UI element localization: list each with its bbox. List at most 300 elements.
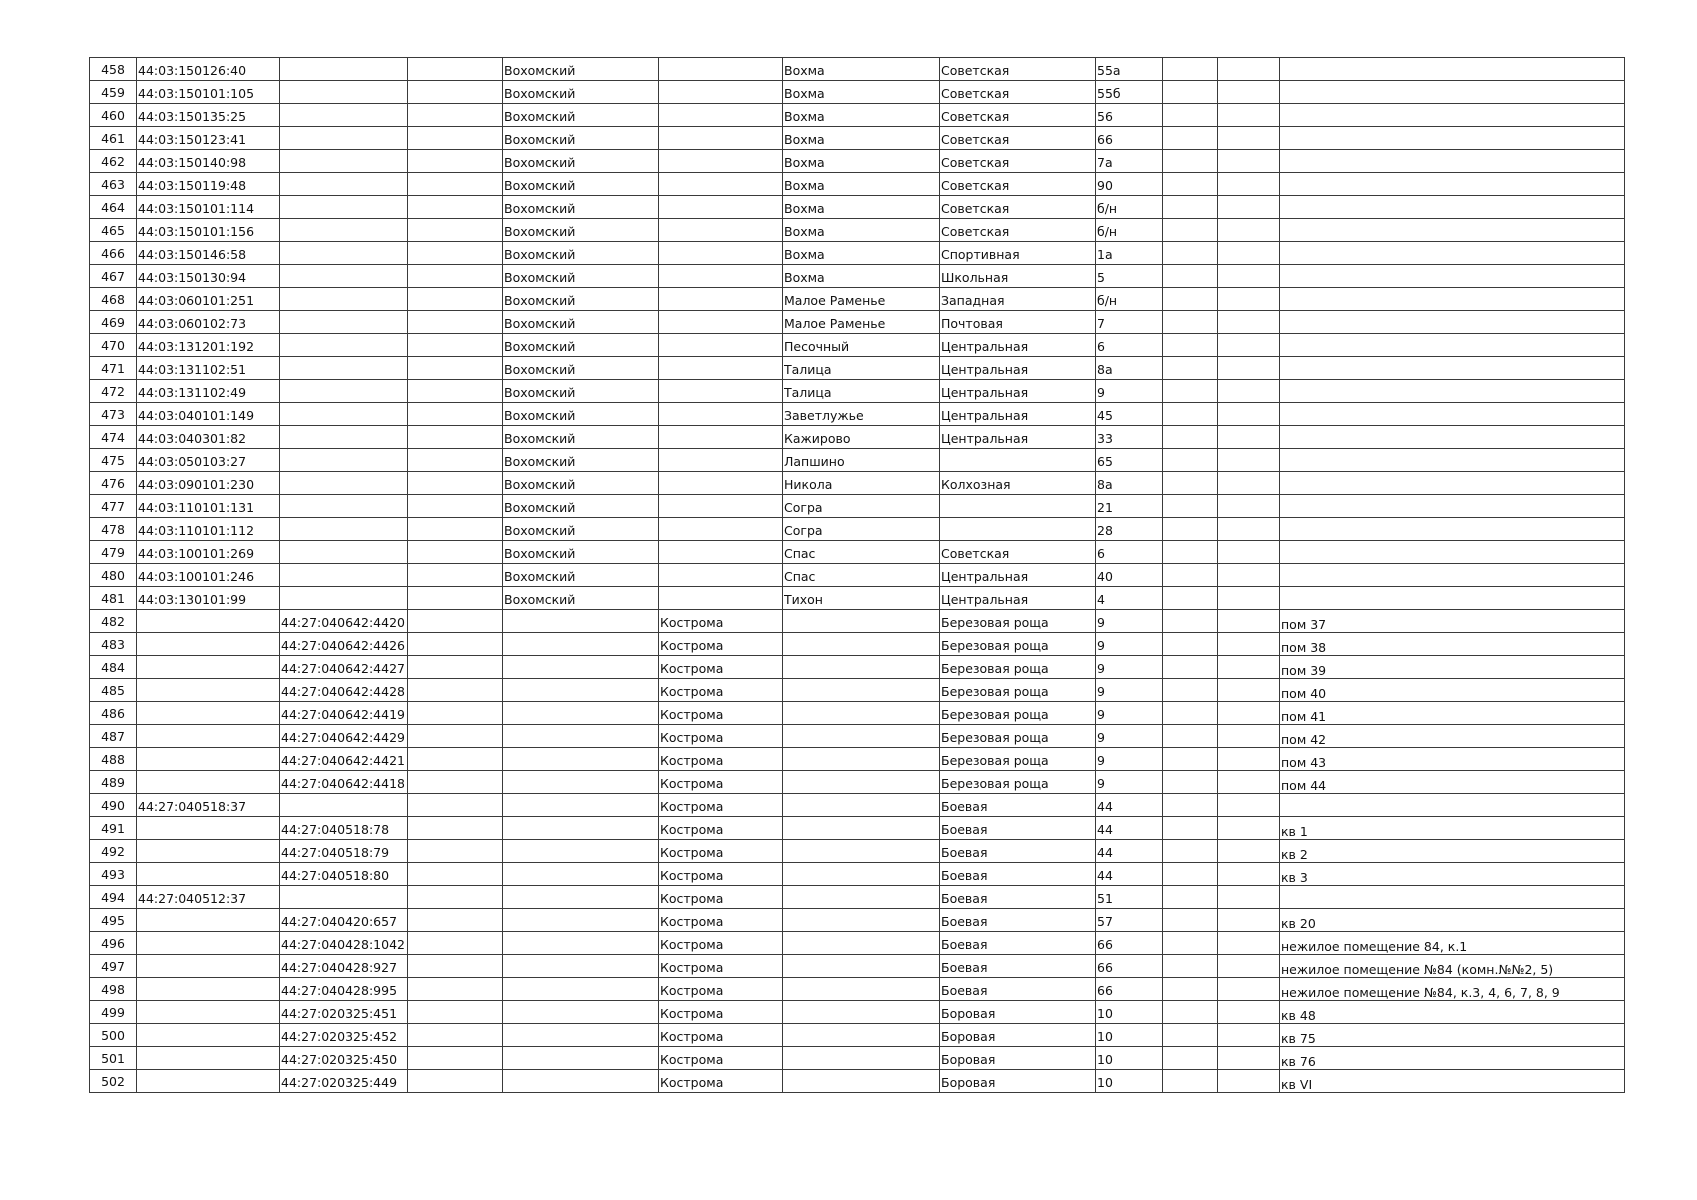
cell-cadastral-number-premises: 44:27:040518:80 xyxy=(280,863,408,886)
cell-cadastral-number-building: 44:03:131102:49 xyxy=(137,380,280,403)
cell-note xyxy=(1280,265,1625,288)
table-row xyxy=(90,219,1625,242)
cell-city xyxy=(659,219,783,242)
cell-row-number: 491 xyxy=(90,817,137,840)
cell-district xyxy=(503,909,659,932)
cell-settlement xyxy=(783,794,940,817)
cell-district xyxy=(503,886,659,909)
cell-cadastral-number-building: 44:03:150126:40 xyxy=(137,58,280,81)
table-row xyxy=(90,1024,1625,1047)
cell-district: Вохомский xyxy=(503,334,659,357)
cell-house-number: 44 xyxy=(1096,817,1163,840)
cell-col-empty xyxy=(408,357,503,380)
cell-note: кв VI xyxy=(1280,1070,1625,1093)
cell-row-number: 485 xyxy=(90,679,137,702)
cell-col-blank-2 xyxy=(1218,702,1280,725)
cell-street: Боевая xyxy=(940,863,1096,886)
cell-house-number: 45 xyxy=(1096,403,1163,426)
cell-row-number: 476 xyxy=(90,472,137,495)
cell-note xyxy=(1280,196,1625,219)
cell-street: Березовая роща xyxy=(940,771,1096,794)
cell-note: кв 1 xyxy=(1280,817,1625,840)
table-row xyxy=(90,334,1625,357)
cell-note xyxy=(1280,472,1625,495)
cell-col-empty xyxy=(408,771,503,794)
cell-note: нежилое помещение №84, к.3, 4, 6, 7, 8, 9 xyxy=(1280,978,1625,1001)
cell-note: нежилое помещение №84 (комн.№№2, 5) xyxy=(1280,955,1625,978)
cell-note xyxy=(1280,886,1625,909)
cell-col-blank-2 xyxy=(1218,679,1280,702)
cell-cadastral-number-building xyxy=(137,702,280,725)
cell-col-blank-1 xyxy=(1163,725,1218,748)
cell-cadastral-number-building: 44:03:050103:27 xyxy=(137,449,280,472)
cell-col-blank-2 xyxy=(1218,58,1280,81)
cell-col-blank-2 xyxy=(1218,564,1280,587)
cell-row-number: 475 xyxy=(90,449,137,472)
cell-settlement xyxy=(783,679,940,702)
table-row xyxy=(90,495,1625,518)
cell-cadastral-number-premises xyxy=(280,311,408,334)
cell-cadastral-number-premises xyxy=(280,794,408,817)
cell-street: Боевая xyxy=(940,794,1096,817)
cell-col-blank-1 xyxy=(1163,909,1218,932)
cell-row-number: 461 xyxy=(90,127,137,150)
cell-col-blank-2 xyxy=(1218,610,1280,633)
cell-col-blank-1 xyxy=(1163,978,1218,1001)
cell-settlement xyxy=(783,817,940,840)
cell-street: Боевая xyxy=(940,817,1096,840)
cell-col-blank-2 xyxy=(1218,403,1280,426)
cell-cadastral-number-premises xyxy=(280,58,408,81)
cell-note xyxy=(1280,288,1625,311)
cell-house-number: 9 xyxy=(1096,656,1163,679)
table-row xyxy=(90,633,1625,656)
cell-col-blank-2 xyxy=(1218,380,1280,403)
cell-col-empty xyxy=(408,863,503,886)
cell-street: Советская xyxy=(940,219,1096,242)
cell-settlement: Согра xyxy=(783,495,940,518)
cell-cadastral-number-premises: 44:27:020325:451 xyxy=(280,1001,408,1024)
table-row xyxy=(90,610,1625,633)
cell-cadastral-number-building: 44:03:130101:99 xyxy=(137,587,280,610)
cell-house-number: 6 xyxy=(1096,334,1163,357)
cell-col-blank-2 xyxy=(1218,1001,1280,1024)
cell-col-blank-1 xyxy=(1163,380,1218,403)
cell-district: Вохомский xyxy=(503,518,659,541)
cell-col-blank-1 xyxy=(1163,817,1218,840)
cell-district: Вохомский xyxy=(503,196,659,219)
cell-cadastral-number-building xyxy=(137,656,280,679)
cell-district: Вохомский xyxy=(503,173,659,196)
cell-row-number: 471 xyxy=(90,357,137,380)
cell-city xyxy=(659,587,783,610)
table-row xyxy=(90,679,1625,702)
cell-col-blank-2 xyxy=(1218,725,1280,748)
cell-col-blank-1 xyxy=(1163,104,1218,127)
cell-col-empty xyxy=(408,702,503,725)
cell-house-number: 66 xyxy=(1096,955,1163,978)
cell-col-empty xyxy=(408,518,503,541)
cell-settlement: Согра xyxy=(783,518,940,541)
cell-street: Боевая xyxy=(940,932,1096,955)
cell-district xyxy=(503,978,659,1001)
cell-district: Вохомский xyxy=(503,311,659,334)
cell-row-number: 502 xyxy=(90,1070,137,1093)
cell-street: Советская xyxy=(940,58,1096,81)
cell-col-empty xyxy=(408,656,503,679)
table-row xyxy=(90,472,1625,495)
cell-cadastral-number-premises: 44:27:040420:657 xyxy=(280,909,408,932)
cell-row-number: 473 xyxy=(90,403,137,426)
cell-note: пом 40 xyxy=(1280,679,1625,702)
cell-house-number: 7а xyxy=(1096,150,1163,173)
cell-house-number: 44 xyxy=(1096,840,1163,863)
cell-district: Вохомский xyxy=(503,104,659,127)
cell-city: Кострома xyxy=(659,909,783,932)
cell-house-number: 66 xyxy=(1096,932,1163,955)
cell-cadastral-number-building: 44:03:100101:269 xyxy=(137,541,280,564)
cell-col-empty xyxy=(408,1070,503,1093)
cell-col-blank-1 xyxy=(1163,702,1218,725)
cell-col-empty xyxy=(408,104,503,127)
cell-row-number: 458 xyxy=(90,58,137,81)
cell-street: Центральная xyxy=(940,426,1096,449)
cell-row-number: 479 xyxy=(90,541,137,564)
cell-col-blank-2 xyxy=(1218,932,1280,955)
cell-row-number: 468 xyxy=(90,288,137,311)
cell-col-blank-1 xyxy=(1163,81,1218,104)
cell-col-blank-2 xyxy=(1218,794,1280,817)
cell-col-blank-2 xyxy=(1218,150,1280,173)
cell-note xyxy=(1280,518,1625,541)
cell-district: Вохомский xyxy=(503,81,659,104)
cell-district: Вохомский xyxy=(503,265,659,288)
cell-cadastral-number-premises xyxy=(280,288,408,311)
cell-cadastral-number-building xyxy=(137,817,280,840)
cell-row-number: 490 xyxy=(90,794,137,817)
cell-row-number: 499 xyxy=(90,1001,137,1024)
cell-cadastral-number-premises: 44:27:040642:4420 xyxy=(280,610,408,633)
table-row xyxy=(90,840,1625,863)
cell-district xyxy=(503,840,659,863)
cell-col-blank-2 xyxy=(1218,104,1280,127)
cell-row-number: 469 xyxy=(90,311,137,334)
cell-city: Кострома xyxy=(659,794,783,817)
table-row xyxy=(90,541,1625,564)
cell-house-number: 44 xyxy=(1096,863,1163,886)
cell-house-number: б/н xyxy=(1096,219,1163,242)
table-row xyxy=(90,127,1625,150)
cell-city: Кострома xyxy=(659,725,783,748)
cell-row-number: 480 xyxy=(90,564,137,587)
cell-city xyxy=(659,288,783,311)
table-row xyxy=(90,702,1625,725)
cell-settlement: Вохма xyxy=(783,265,940,288)
cell-cadastral-number-building xyxy=(137,771,280,794)
cell-city: Кострома xyxy=(659,1070,783,1093)
cell-col-blank-1 xyxy=(1163,403,1218,426)
cell-col-empty xyxy=(408,794,503,817)
table-row xyxy=(90,1047,1625,1070)
cell-col-blank-2 xyxy=(1218,840,1280,863)
cell-col-blank-1 xyxy=(1163,1024,1218,1047)
cell-note xyxy=(1280,150,1625,173)
cell-row-number: 496 xyxy=(90,932,137,955)
cell-col-blank-2 xyxy=(1218,1024,1280,1047)
cell-cadastral-number-building xyxy=(137,1024,280,1047)
cell-street: Боевая xyxy=(940,909,1096,932)
cell-district xyxy=(503,656,659,679)
cell-row-number: 483 xyxy=(90,633,137,656)
cell-city xyxy=(659,334,783,357)
cell-city xyxy=(659,518,783,541)
cell-note xyxy=(1280,81,1625,104)
cell-col-blank-1 xyxy=(1163,472,1218,495)
cell-note: кв 20 xyxy=(1280,909,1625,932)
cell-col-blank-2 xyxy=(1218,909,1280,932)
cell-col-empty xyxy=(408,633,503,656)
cell-col-blank-1 xyxy=(1163,311,1218,334)
cell-house-number: 4 xyxy=(1096,587,1163,610)
cell-col-blank-1 xyxy=(1163,863,1218,886)
cell-house-number: 55б xyxy=(1096,81,1163,104)
cell-district xyxy=(503,771,659,794)
cell-cadastral-number-premises xyxy=(280,150,408,173)
cell-street: Советская xyxy=(940,150,1096,173)
cell-cadastral-number-building: 44:03:131201:192 xyxy=(137,334,280,357)
cell-house-number: 9 xyxy=(1096,679,1163,702)
cell-col-blank-2 xyxy=(1218,334,1280,357)
cell-cadastral-number-building xyxy=(137,1070,280,1093)
cell-col-blank-1 xyxy=(1163,150,1218,173)
cell-district xyxy=(503,679,659,702)
cell-settlement: Вохма xyxy=(783,196,940,219)
cell-city: Кострома xyxy=(659,771,783,794)
cell-settlement: Спас xyxy=(783,564,940,587)
cell-city: Кострома xyxy=(659,633,783,656)
cell-cadastral-number-premises xyxy=(280,104,408,127)
cell-cadastral-number-building: 44:03:100101:246 xyxy=(137,564,280,587)
cell-cadastral-number-building: 44:03:150101:114 xyxy=(137,196,280,219)
cell-cadastral-number-building xyxy=(137,863,280,886)
cell-settlement xyxy=(783,909,940,932)
cell-district: Вохомский xyxy=(503,380,659,403)
cell-col-empty xyxy=(408,127,503,150)
cell-cadastral-number-building: 44:03:060101:251 xyxy=(137,288,280,311)
cell-settlement xyxy=(783,633,940,656)
cell-cadastral-number-building: 44:03:150119:48 xyxy=(137,173,280,196)
table-row xyxy=(90,173,1625,196)
cell-col-blank-1 xyxy=(1163,771,1218,794)
cell-district: Вохомский xyxy=(503,58,659,81)
cell-settlement xyxy=(783,1047,940,1070)
cell-street: Боевая xyxy=(940,886,1096,909)
cell-row-number: 487 xyxy=(90,725,137,748)
cell-note: кв 48 xyxy=(1280,1001,1625,1024)
cell-city xyxy=(659,449,783,472)
cell-note xyxy=(1280,219,1625,242)
cell-note: нежилое помещение 84, к.1 xyxy=(1280,932,1625,955)
cell-street: Боровая xyxy=(940,1001,1096,1024)
cell-city: Кострома xyxy=(659,840,783,863)
cell-cadastral-number-premises: 44:27:040642:4419 xyxy=(280,702,408,725)
table-row xyxy=(90,978,1625,1001)
cell-cadastral-number-building xyxy=(137,955,280,978)
property-register-table xyxy=(89,57,1625,1093)
cell-settlement xyxy=(783,725,940,748)
cell-house-number: 28 xyxy=(1096,518,1163,541)
cell-col-empty xyxy=(408,288,503,311)
table-row xyxy=(90,58,1625,81)
cell-row-number: 492 xyxy=(90,840,137,863)
cell-col-empty xyxy=(408,58,503,81)
cell-house-number: 1а xyxy=(1096,242,1163,265)
cell-col-blank-1 xyxy=(1163,426,1218,449)
cell-street: Березовая роща xyxy=(940,725,1096,748)
cell-row-number: 464 xyxy=(90,196,137,219)
cell-cadastral-number-premises: 44:27:040518:79 xyxy=(280,840,408,863)
cell-col-blank-1 xyxy=(1163,242,1218,265)
cell-city: Кострома xyxy=(659,1047,783,1070)
cell-house-number: 55а xyxy=(1096,58,1163,81)
cell-street: Центральная xyxy=(940,334,1096,357)
cell-settlement: Вохма xyxy=(783,58,940,81)
cell-house-number: 44 xyxy=(1096,794,1163,817)
cell-city: Кострома xyxy=(659,955,783,978)
cell-house-number: б/н xyxy=(1096,196,1163,219)
cell-col-empty xyxy=(408,495,503,518)
cell-col-blank-2 xyxy=(1218,196,1280,219)
cell-cadastral-number-premises xyxy=(280,587,408,610)
cell-col-empty xyxy=(408,541,503,564)
cell-cadastral-number-premises xyxy=(280,81,408,104)
cell-col-blank-2 xyxy=(1218,242,1280,265)
cell-street: Боровая xyxy=(940,1024,1096,1047)
cell-settlement: Вохма xyxy=(783,219,940,242)
cell-settlement xyxy=(783,1024,940,1047)
cell-col-empty xyxy=(408,150,503,173)
cell-note xyxy=(1280,403,1625,426)
cell-house-number: 57 xyxy=(1096,909,1163,932)
cell-street: Центральная xyxy=(940,587,1096,610)
cell-street: Западная xyxy=(940,288,1096,311)
cell-settlement: Вохма xyxy=(783,150,940,173)
cell-house-number: 90 xyxy=(1096,173,1163,196)
cell-col-blank-2 xyxy=(1218,863,1280,886)
cell-col-blank-2 xyxy=(1218,81,1280,104)
cell-street: Центральная xyxy=(940,403,1096,426)
cell-col-empty xyxy=(408,1024,503,1047)
cell-row-number: 465 xyxy=(90,219,137,242)
cell-col-empty xyxy=(408,955,503,978)
cell-city: Кострома xyxy=(659,863,783,886)
cell-district: Вохомский xyxy=(503,472,659,495)
cell-city: Кострома xyxy=(659,1024,783,1047)
cell-cadastral-number-building: 44:03:090101:230 xyxy=(137,472,280,495)
cell-district: Вохомский xyxy=(503,495,659,518)
cell-cadastral-number-premises xyxy=(280,472,408,495)
cell-street: Березовая роща xyxy=(940,679,1096,702)
cell-note xyxy=(1280,449,1625,472)
cell-col-empty xyxy=(408,1001,503,1024)
cell-row-number: 486 xyxy=(90,702,137,725)
cell-cadastral-number-premises: 44:27:020325:449 xyxy=(280,1070,408,1093)
cell-city: Кострома xyxy=(659,656,783,679)
cell-settlement: Малое Раменье xyxy=(783,311,940,334)
cell-city xyxy=(659,150,783,173)
cell-row-number: 462 xyxy=(90,150,137,173)
cell-settlement xyxy=(783,1070,940,1093)
cell-cadastral-number-building: 44:03:131102:51 xyxy=(137,357,280,380)
cell-col-blank-2 xyxy=(1218,357,1280,380)
cell-street: Боровая xyxy=(940,1047,1096,1070)
cell-district: Вохомский xyxy=(503,288,659,311)
cell-city xyxy=(659,242,783,265)
cell-col-blank-2 xyxy=(1218,219,1280,242)
cell-district xyxy=(503,725,659,748)
cell-house-number: 9 xyxy=(1096,725,1163,748)
cell-cadastral-number-premises xyxy=(280,265,408,288)
table-row xyxy=(90,771,1625,794)
cell-note: пом 42 xyxy=(1280,725,1625,748)
cell-street: Центральная xyxy=(940,564,1096,587)
cell-house-number: 9 xyxy=(1096,380,1163,403)
cell-col-blank-2 xyxy=(1218,472,1280,495)
cell-settlement xyxy=(783,702,940,725)
cell-col-blank-2 xyxy=(1218,311,1280,334)
cell-city xyxy=(659,58,783,81)
cell-street: Березовая роща xyxy=(940,656,1096,679)
cell-cadastral-number-building xyxy=(137,1001,280,1024)
cell-row-number: 474 xyxy=(90,426,137,449)
cell-col-blank-1 xyxy=(1163,840,1218,863)
cell-district xyxy=(503,1047,659,1070)
cell-settlement xyxy=(783,771,940,794)
cell-row-number: 482 xyxy=(90,610,137,633)
cell-district: Вохомский xyxy=(503,127,659,150)
cell-note xyxy=(1280,334,1625,357)
cell-house-number: 9 xyxy=(1096,771,1163,794)
cell-note: пом 39 xyxy=(1280,656,1625,679)
cell-col-blank-1 xyxy=(1163,587,1218,610)
cell-house-number: б/н xyxy=(1096,288,1163,311)
cell-col-empty xyxy=(408,173,503,196)
cell-row-number: 493 xyxy=(90,863,137,886)
cell-col-blank-1 xyxy=(1163,564,1218,587)
cell-note xyxy=(1280,242,1625,265)
cell-note: пом 43 xyxy=(1280,748,1625,771)
cell-cadastral-number-building xyxy=(137,932,280,955)
cell-cadastral-number-premises xyxy=(280,541,408,564)
cell-col-empty xyxy=(408,1047,503,1070)
cell-col-empty xyxy=(408,725,503,748)
cell-city xyxy=(659,173,783,196)
table-row xyxy=(90,449,1625,472)
table-row xyxy=(90,81,1625,104)
cell-settlement: Талица xyxy=(783,357,940,380)
cell-settlement xyxy=(783,840,940,863)
cell-cadastral-number-building: 44:27:040512:37 xyxy=(137,886,280,909)
cell-note xyxy=(1280,311,1625,334)
cell-city: Кострома xyxy=(659,702,783,725)
cell-street: Школьная xyxy=(940,265,1096,288)
cell-col-blank-2 xyxy=(1218,886,1280,909)
cell-col-blank-2 xyxy=(1218,771,1280,794)
cell-cadastral-number-premises xyxy=(280,219,408,242)
cell-col-empty xyxy=(408,81,503,104)
table-row xyxy=(90,518,1625,541)
cell-cadastral-number-premises: 44:27:040428:927 xyxy=(280,955,408,978)
